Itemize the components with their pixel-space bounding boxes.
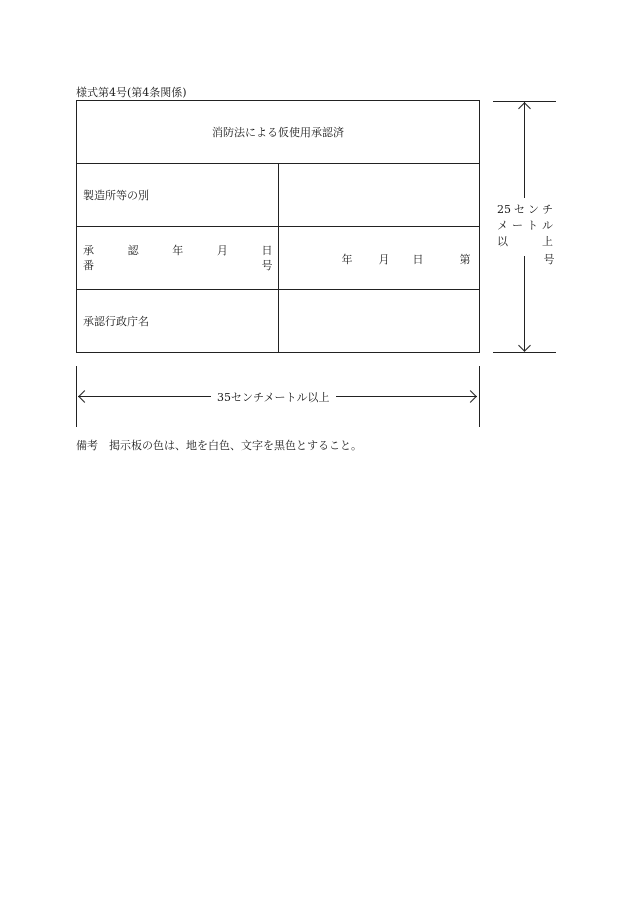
- day-marker: 日: [412, 253, 424, 266]
- form-number-title: 様式第4号(第4条関係): [76, 86, 187, 99]
- dim-h-right-tick: [479, 366, 480, 427]
- table-row: [77, 290, 480, 353]
- remarks-note: 備考 掲示板の色は、地を白色、文字を黒色とすること。: [76, 439, 362, 452]
- month-marker: 月: [378, 253, 390, 266]
- label-facility-type: [77, 164, 279, 227]
- arrow-up-icon: [518, 102, 531, 115]
- label-approving-agency: [77, 290, 279, 353]
- row-label: 承認行政庁名: [83, 315, 149, 328]
- row-label: 製造所等の別: [83, 189, 149, 202]
- value-facility-type: [278, 164, 480, 227]
- row-label-line: 承認年月日: [83, 244, 273, 257]
- arrow-right-icon: [464, 390, 477, 403]
- dim-h-label: 35センチメートル以上: [211, 389, 336, 405]
- number-suffix: 号: [543, 253, 555, 266]
- sign-header: 消防法による仮使用承認済: [77, 101, 480, 164]
- dim-h-left-tick: [76, 366, 77, 427]
- dim-v-bottom-tick: [493, 352, 556, 353]
- table-row: [77, 164, 480, 227]
- year-marker: 年: [341, 253, 353, 266]
- table-row: [77, 227, 480, 290]
- arrow-down-icon: [518, 339, 531, 352]
- dim-v-line-3: 以上: [497, 235, 553, 248]
- sign-header-row: [77, 101, 480, 164]
- value-approving-agency: [278, 290, 480, 353]
- dim-v-label: [497, 202, 553, 250]
- arrow-left-icon: [78, 390, 91, 403]
- label-approval-date-number: [77, 227, 279, 290]
- dim-v-line-upper: [524, 102, 525, 198]
- dim-v-line-1: 25センチ: [497, 203, 553, 216]
- dim-v-line-2: メートル: [497, 219, 553, 232]
- dim-v-line-lower: [524, 256, 525, 351]
- row-label-line: 番号: [83, 259, 273, 272]
- number-prefix: 第: [459, 253, 471, 266]
